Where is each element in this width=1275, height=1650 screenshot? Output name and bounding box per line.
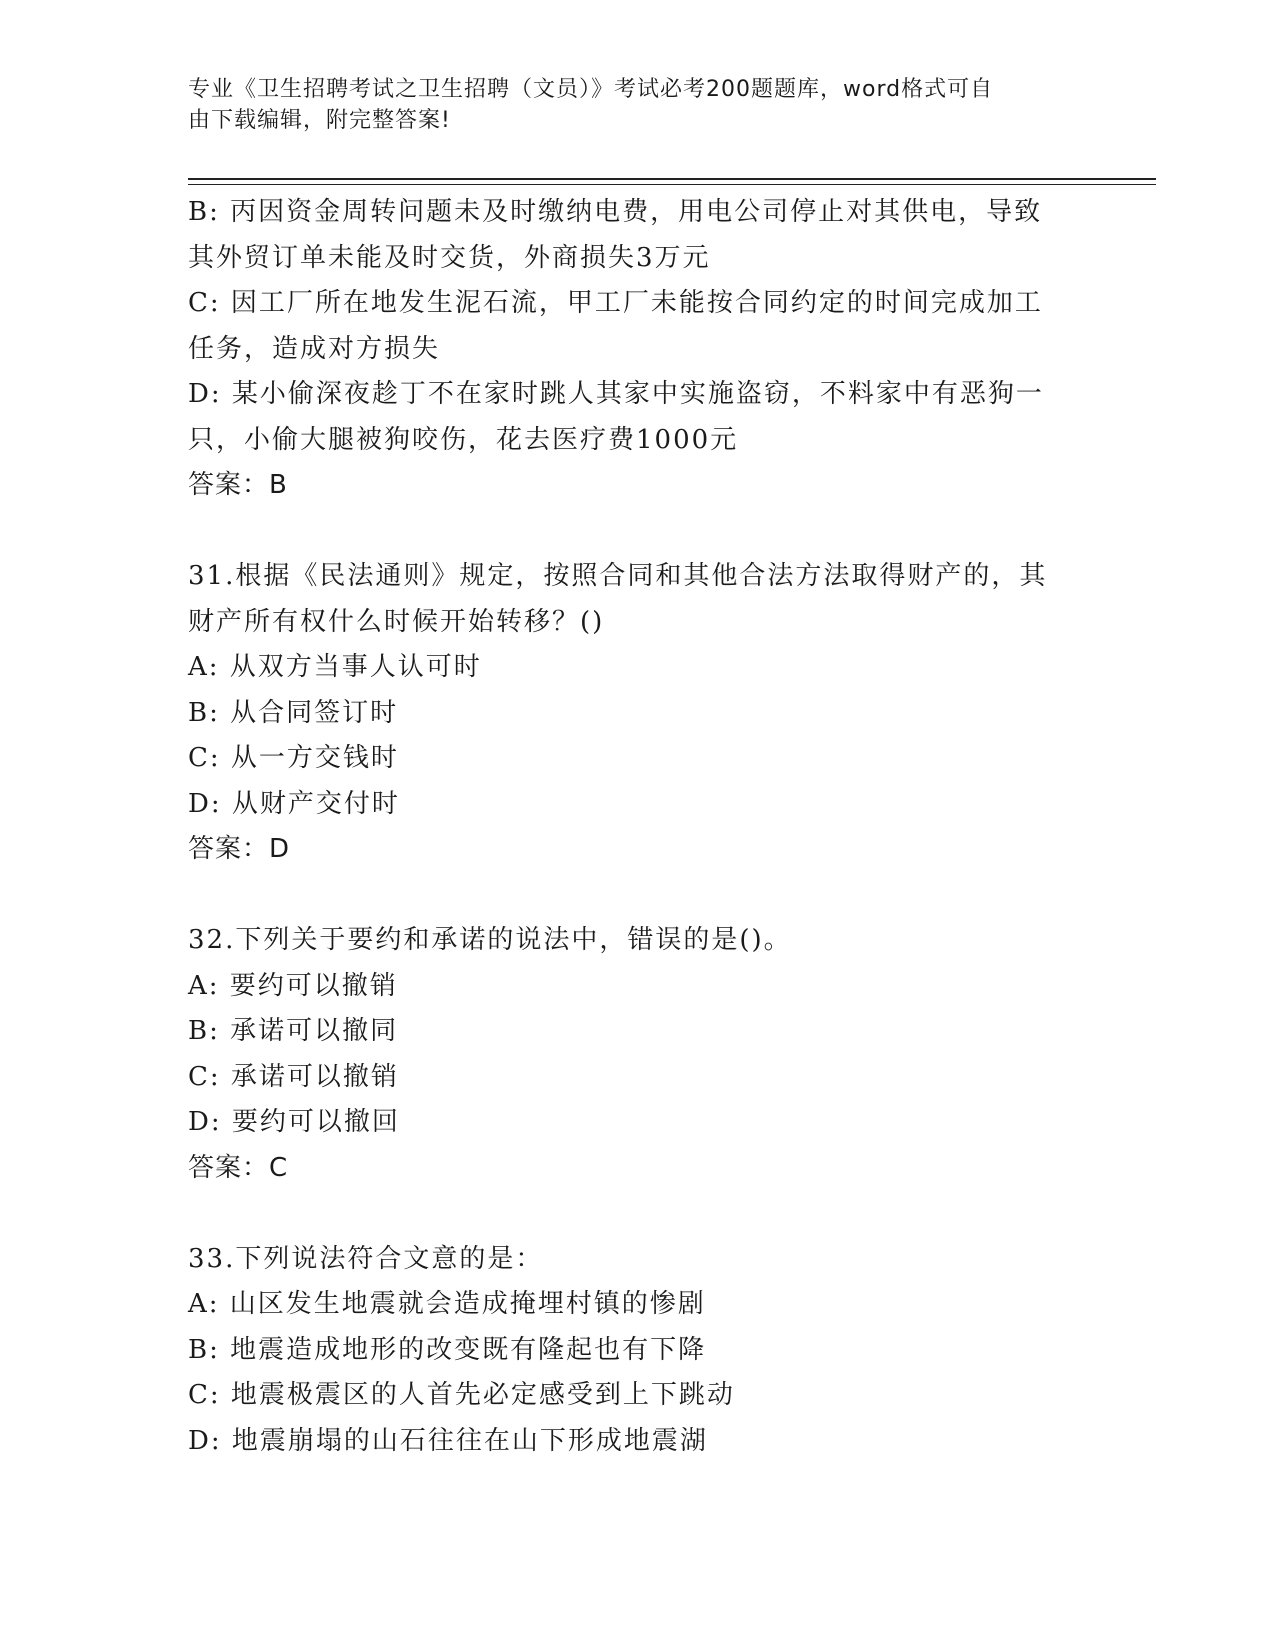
header-divider-thin [188, 184, 1156, 185]
option-d-line-1: D: 某小偷深夜趁丁不在家时跳人其家中实施盗窃，不料家中有恶狗一 [188, 379, 1044, 409]
question-32-option-b: B: 承诺可以撤同 [188, 1016, 399, 1046]
option-b-line-1: B: 丙因资金周转问题未及时缴纳电费，用电公司停止对其供电，导致 [188, 197, 1043, 227]
question-33-option-c: C: 地震极震区的人首先必定感受到上下跳动 [188, 1380, 735, 1410]
question-32 [188, 918, 1088, 1191]
header-line-1: 专业《卫生招聘考试之卫生招聘（文员）》考试必考200题题库，word格式可自 [188, 77, 994, 102]
question-33-option-a: A: 山区发生地震就会造成掩埋村镇的惨剧 [188, 1289, 706, 1319]
question-33-option-b: B: 地震造成地形的改变既有隆起也有下降 [188, 1334, 707, 1365]
question-32-option-d: D: 要约可以撤回 [188, 1107, 400, 1137]
question-33-option-d: D: 地震崩塌的山石往往在山下形成地震湖 [188, 1425, 708, 1456]
question-31-option-d: D: 从财产交付时 [188, 788, 400, 819]
option-b-line-2: 其外贸订单未能及时交货，外商损失3万元 [188, 242, 711, 273]
question-31-option-a: A: 从双方当事人认可时 [188, 652, 482, 682]
question-32-option-c: C: 承诺可以撤销 [188, 1061, 399, 1092]
option-d-line-2: 只，小偷大腿被狗咬伤，花去医疗费1000元 [188, 424, 739, 455]
question-31 [188, 554, 1088, 873]
question-30-continued [188, 190, 1088, 509]
spacer [188, 509, 1088, 555]
question-content [188, 190, 1088, 1464]
question-31-option-c: C: 从一方交钱时 [188, 743, 399, 773]
question-32-stem: 32.下列关于要约和承诺的说法中，错误的是()。 [188, 925, 792, 955]
header-divider-thick [188, 178, 1156, 180]
header-line-2: 由下载编辑，附完整答案! [188, 108, 451, 133]
question-32-option-a: A: 要约可以撤销 [188, 970, 398, 1001]
answer-30: 答案：B [188, 470, 288, 500]
question-33-stem: 33.下列说法符合文意的是： [188, 1243, 544, 1274]
question-31-stem-line-2: 财产所有权什么时候开始转移？() [188, 606, 605, 637]
answer-31: 答案：D [188, 834, 291, 864]
question-33 [188, 1237, 1088, 1465]
option-c-line-1: C: 因工厂所在地发生泥石流，甲工厂未能按合同约定的时间完成加工 [188, 288, 1043, 318]
spacer [188, 1191, 1088, 1237]
spacer [188, 873, 1088, 919]
question-31-option-b: B: 从合同签订时 [188, 697, 399, 728]
document-header [188, 74, 1068, 136]
answer-32: 答案：C [188, 1152, 289, 1183]
question-31-stem-line-1: 31.根据《民法通则》规定，按照合同和其他合法方法取得财产的，其 [188, 561, 1048, 591]
option-c-line-2: 任务，造成对方损失 [188, 333, 441, 364]
